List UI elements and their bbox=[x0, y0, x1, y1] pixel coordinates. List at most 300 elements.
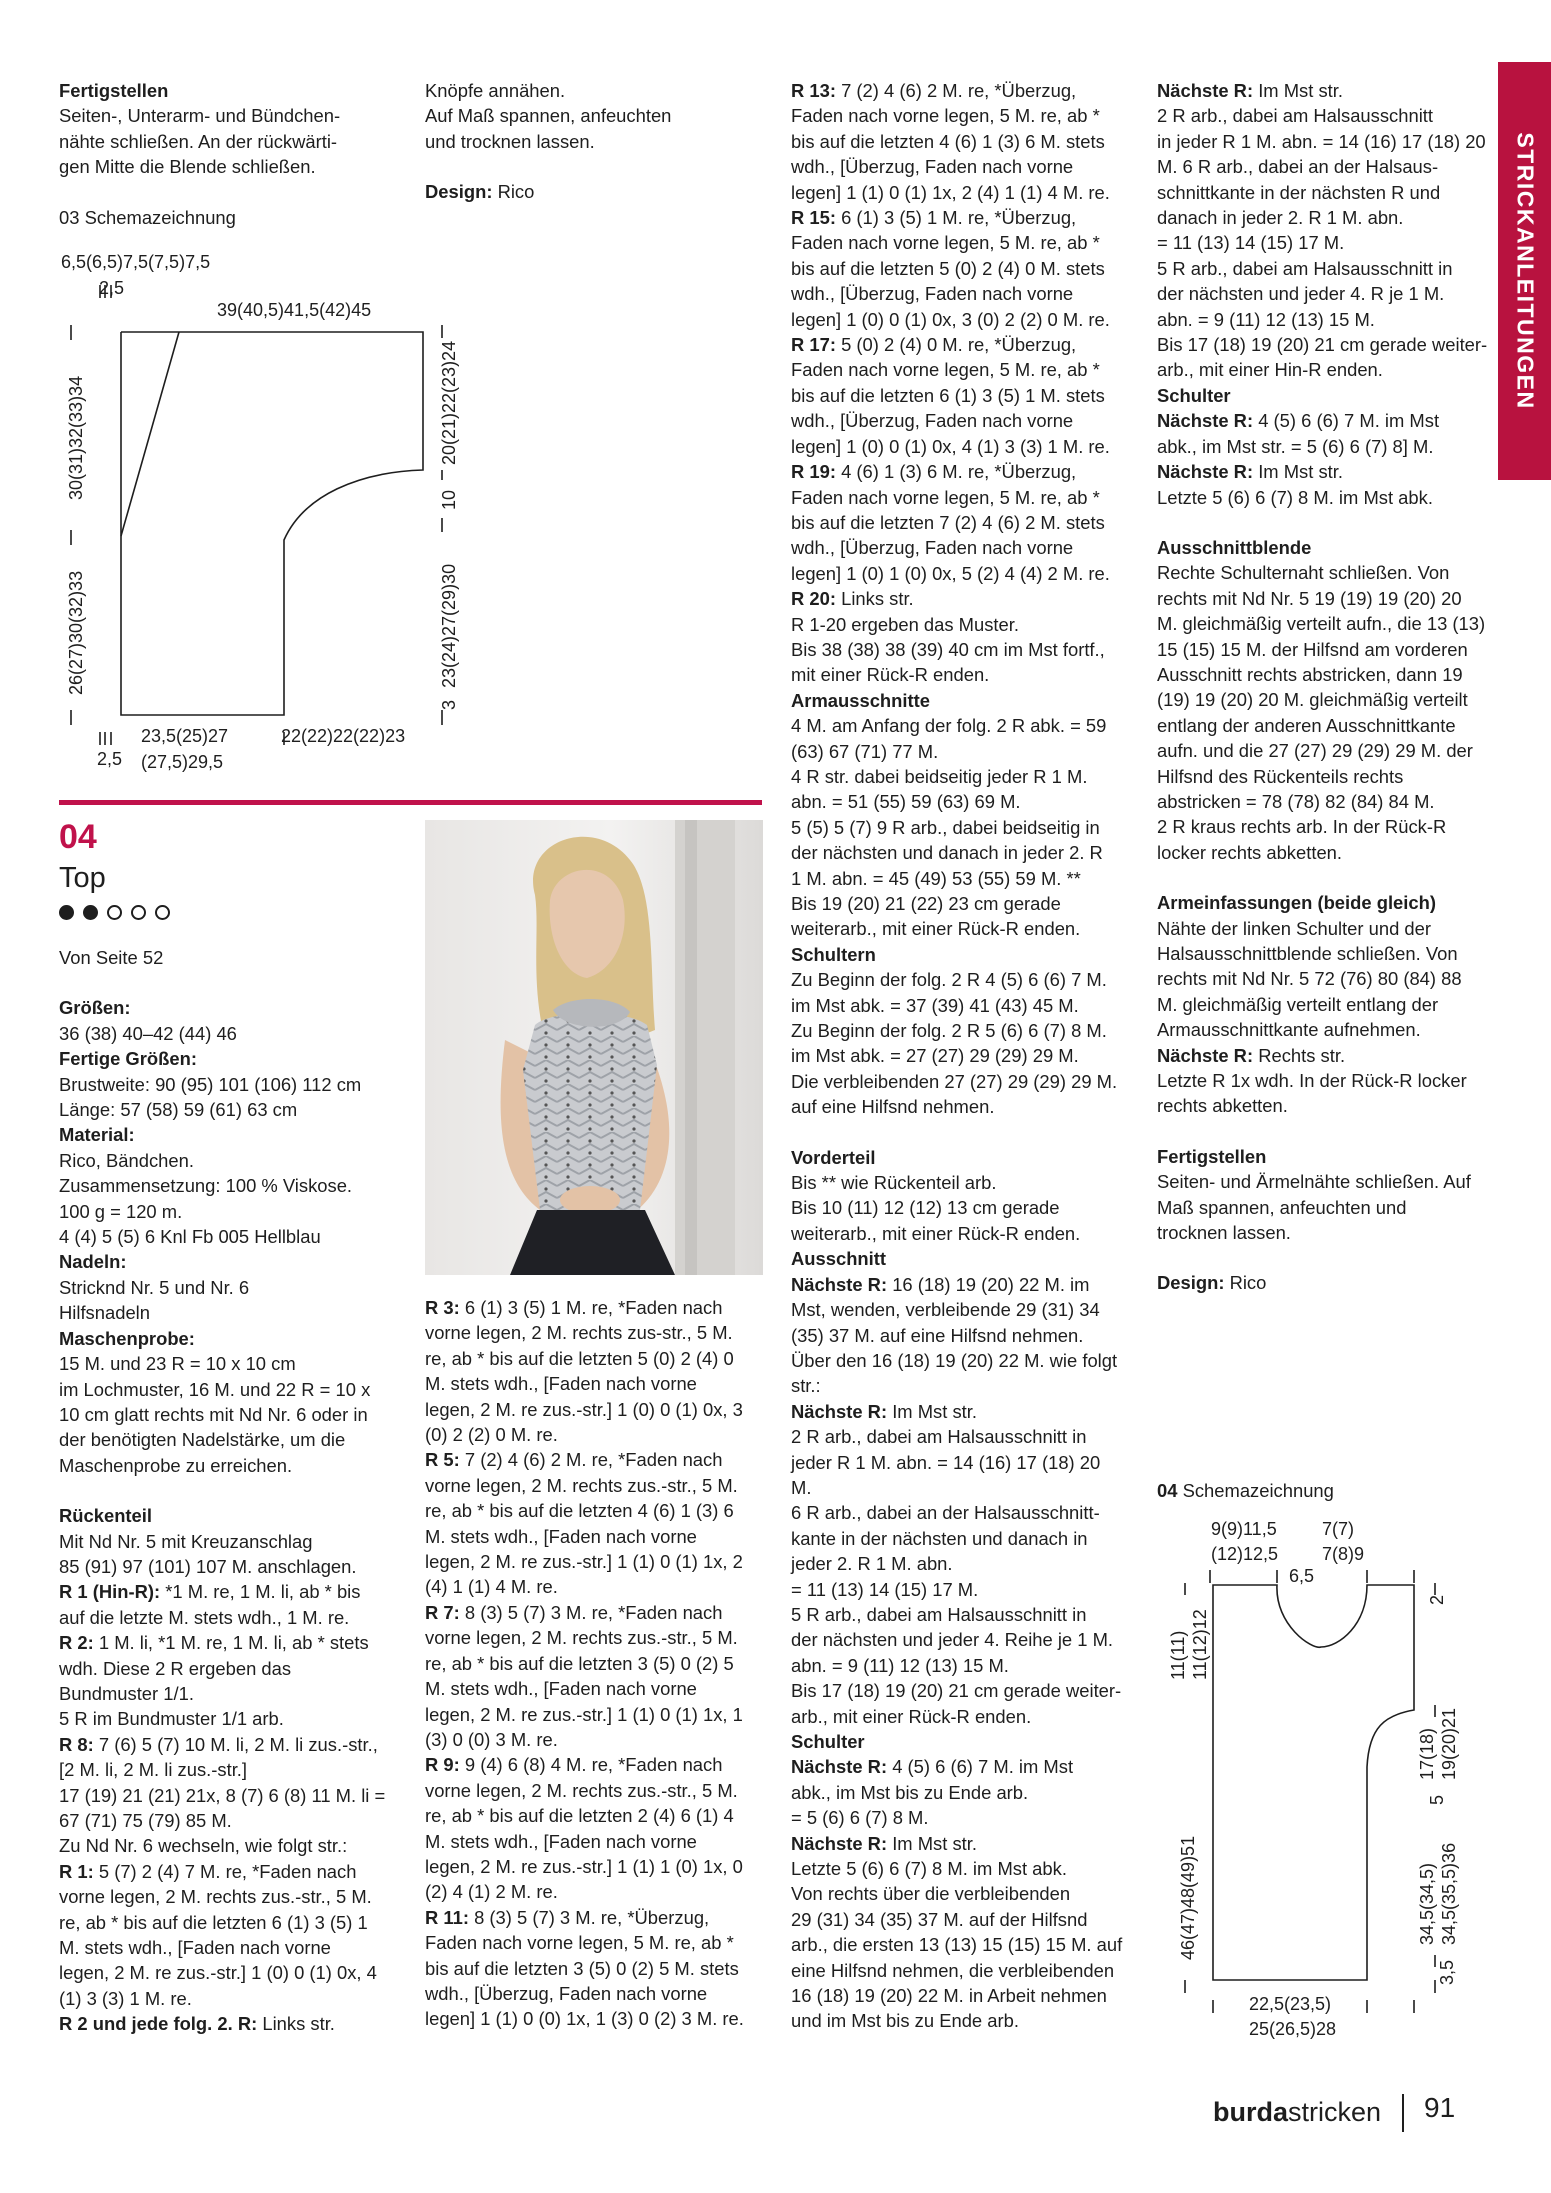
line-text: 4 (5) 6 (6) 7 M. im Mst bbox=[1253, 410, 1440, 432]
line-text: Stricknd Nr. 5 und Nr. 6 bbox=[59, 1276, 250, 1298]
paragraph-gap bbox=[1157, 865, 1502, 890]
line-text: Faden nach vorne legen, 5 M. re, ab * bbox=[425, 1932, 734, 1954]
schema-03-top-widths: 6,5(6,5)7,5(7,5)7,5 bbox=[61, 252, 211, 272]
line-text: Links str. bbox=[835, 588, 914, 610]
text-line bbox=[791, 586, 1151, 611]
text-line bbox=[791, 357, 1151, 382]
paragraph-gap bbox=[425, 154, 770, 179]
text-line bbox=[791, 662, 1151, 687]
text-line bbox=[425, 1397, 770, 1422]
text-line bbox=[791, 1780, 1151, 1805]
line-text: auf eine Hilfsnd nehmen. bbox=[791, 1096, 995, 1118]
line-text: 5 R im Bundmuster 1/1 arb. bbox=[59, 1708, 284, 1730]
bold-label: Nächste R: bbox=[791, 1756, 888, 1778]
line-text: danach in jeder 2. R 1 M. abn. bbox=[1157, 207, 1404, 229]
text-line bbox=[791, 612, 1151, 637]
text-line bbox=[791, 256, 1151, 281]
bold-label: Fertigstellen bbox=[1157, 1145, 1267, 1167]
bold-label: R 17: bbox=[791, 334, 836, 356]
magazine-brand: burdastricken bbox=[1213, 2097, 1382, 2127]
line-text: Bis 17 (18) 19 (20) 21 cm gerade weiter- bbox=[1157, 334, 1488, 356]
line-text: legen, 2 M. re zus.-str.] 1 (1) 1 (0) 1x, 0 bbox=[425, 1855, 743, 1877]
text-line bbox=[425, 1371, 770, 1396]
instructions-col1 bbox=[59, 995, 414, 2036]
bold-label: R 1 (Hin-R): bbox=[59, 1581, 161, 1603]
paragraph-gap bbox=[1157, 1119, 1502, 1144]
text-line bbox=[59, 1351, 414, 1376]
line-text: Links str. bbox=[257, 2013, 335, 2035]
text-line bbox=[791, 1069, 1151, 1094]
line-text: und trocknen lassen. bbox=[425, 130, 595, 152]
line-text: (2) 4 (1) 2 M. re. bbox=[425, 1881, 558, 1903]
bold-label: Nächste R: bbox=[1157, 410, 1254, 432]
line-text: entlang der anderen Ausschnittkante bbox=[1157, 714, 1456, 736]
line-text: (4) 1 (1) 4 M. re. bbox=[425, 1576, 558, 1598]
line-text: legen] 1 (0) 0 (1) 0x, 3 (0) 2 (2) 0 M. re. bbox=[791, 308, 1110, 330]
line-text: Im Mst str. bbox=[1253, 461, 1343, 483]
bold-label: R 11: bbox=[425, 1906, 469, 1928]
text-line bbox=[59, 1960, 414, 1985]
line-text: Letzte 5 (6) 6 (7) 8 M. im Mst abk. bbox=[1157, 486, 1433, 508]
text-line bbox=[425, 1956, 770, 1981]
text-line bbox=[791, 789, 1151, 814]
line-text: wdh., [Überzug, Faden nach vorne bbox=[791, 410, 1074, 432]
text-line bbox=[425, 129, 770, 154]
column-2-body bbox=[425, 1295, 770, 2032]
line-text: = 11 (13) 14 (15) 17 M. bbox=[791, 1578, 979, 1600]
line-text: vorne legen, 2 M. rechts zus.-str., 5 M. bbox=[425, 1474, 738, 1496]
line-text: str.: bbox=[791, 1375, 821, 1397]
text-line bbox=[1157, 434, 1502, 459]
text-line bbox=[791, 891, 1151, 916]
line-text: jeder 2. R 1 M. abn. bbox=[791, 1553, 953, 1575]
text-line bbox=[1157, 256, 1502, 281]
line-text: Faden nach vorne legen, 5 M. re, ab * bbox=[791, 359, 1100, 381]
sidebar-label: STRICKANLEITUNGEN bbox=[1512, 132, 1538, 410]
text-line bbox=[791, 154, 1151, 179]
line-text: vorne legen, 2 M. rechts zus-str., 5 M. bbox=[425, 1322, 733, 1344]
difficulty-dot-empty bbox=[107, 905, 122, 920]
line-text: kante in der nächsten und danach in bbox=[791, 1527, 1088, 1549]
text-line bbox=[791, 129, 1151, 154]
text-line bbox=[425, 2006, 770, 2031]
schema-03-left-upper: 30(31)32(33)34 bbox=[66, 375, 86, 500]
bold-label: Design: bbox=[425, 181, 493, 203]
text-line bbox=[1157, 637, 1502, 662]
schema-03-right-mid: 10 bbox=[439, 489, 459, 510]
text-line bbox=[791, 485, 1151, 510]
line-text: 6 R arb., dabei an der Halsausschnitt- bbox=[791, 1502, 1100, 1524]
bold-label: Material: bbox=[59, 1124, 135, 1146]
schema-03-right-lower: 23(24)27(29)30 bbox=[439, 563, 459, 688]
line-text: M. stets wdh., [Faden nach vorne bbox=[59, 1937, 331, 1959]
schema-04-right-top: 2 bbox=[1427, 1594, 1447, 1605]
bold-label: Nächste R: bbox=[791, 1400, 888, 1422]
line-text: Bundmuster 1/1. bbox=[59, 1682, 194, 1704]
line-text: re, ab * bis auf die letzten 5 (0) 2 (4) 0 bbox=[425, 1347, 734, 1369]
text-line bbox=[1157, 941, 1502, 966]
pattern-number: 04 bbox=[59, 818, 97, 856]
text-line bbox=[791, 916, 1151, 941]
line-text: Maß spannen, anfeuchten und bbox=[1157, 1196, 1407, 1218]
bold-label: Fertige Größen: bbox=[59, 1048, 197, 1070]
line-text: legen, 2 M. re zus.-str.] 1 (1) 0 (1) 1x, 1 bbox=[425, 1703, 743, 1725]
text-line bbox=[1157, 611, 1502, 636]
line-text: jeder R 1 M. abn. = 14 (16) 17 (18) 20 bbox=[791, 1451, 1101, 1473]
line-text: 5 R arb., dabei am Halsausschnitt in bbox=[1157, 257, 1453, 279]
schema-04-top-left-1: 9(9)11,5 bbox=[1211, 1519, 1277, 1539]
line-text: abk., im Mst str. = 5 (6) 6 (7) 8] M. bbox=[1157, 435, 1434, 457]
bold-label: R 1: bbox=[59, 1860, 94, 1882]
text-line bbox=[425, 1447, 770, 1472]
text-line bbox=[1157, 1144, 1502, 1169]
bold-label: Schulter bbox=[791, 1731, 865, 1752]
schema-04-top-mid: 6,5 bbox=[1289, 1566, 1315, 1586]
line-text: der benötigten Nadelstärke, um die bbox=[59, 1429, 346, 1451]
text-line bbox=[1157, 485, 1502, 510]
text-line bbox=[791, 739, 1151, 764]
line-text: Bis 17 (18) 19 (20) 21 cm gerade weiter- bbox=[791, 1680, 1122, 1702]
text-line bbox=[425, 1295, 770, 1320]
text-line bbox=[791, 1297, 1151, 1322]
line-text: Mit Nd Nr. 5 mit Kreuzanschlag bbox=[59, 1530, 313, 1552]
line-text: der nächsten und danach in jeder 2. R bbox=[791, 842, 1103, 864]
text-line bbox=[791, 840, 1151, 865]
text-line bbox=[1157, 78, 1502, 103]
schema-03-right-upper: 20(21)22(23)24 bbox=[439, 340, 459, 465]
line-text: bis auf die letzten 6 (1) 3 (5) 1 M. stets bbox=[791, 384, 1105, 406]
text-line bbox=[791, 815, 1151, 840]
text-line bbox=[425, 1905, 770, 1930]
difficulty-dot-filled bbox=[59, 905, 74, 920]
text-line bbox=[791, 1195, 1151, 1220]
text-line bbox=[1157, 764, 1502, 789]
section-sidebar-tab bbox=[1498, 62, 1551, 480]
text-line bbox=[59, 1249, 414, 1274]
text-line bbox=[59, 1706, 414, 1731]
line-text: (35) 37 M. auf eine Hilfsnd nehmen. bbox=[791, 1324, 1084, 1346]
schema-03-left-margin: 2,5 bbox=[99, 278, 125, 298]
text-line bbox=[59, 1072, 414, 1097]
schema-04-left-top-b: 11(12)12 bbox=[1190, 1609, 1210, 1680]
line-text: Länge: 57 (58) 59 (61) 63 cm bbox=[59, 1099, 298, 1121]
line-text: Faden nach vorne legen, 5 M. re, ab * bbox=[791, 486, 1100, 508]
line-text: 2 R kraus rechts arb. In der Rück-R bbox=[1157, 816, 1447, 838]
line-text: 5 (5) 5 (7) 9 R arb., dabei beidseitig in bbox=[791, 816, 1100, 838]
text-line bbox=[791, 1627, 1151, 1652]
bold-label: Schultern bbox=[791, 943, 876, 965]
text-line bbox=[59, 1148, 414, 1173]
text-line bbox=[59, 1910, 414, 1935]
text-line bbox=[59, 1529, 414, 1554]
text-line bbox=[791, 1831, 1151, 1856]
text-line bbox=[425, 1549, 770, 1574]
instructions-col2 bbox=[425, 1295, 770, 2032]
line-text: 6 (1) 3 (5) 1 M. re, *Überzug, bbox=[835, 207, 1077, 229]
text-line bbox=[425, 1346, 770, 1371]
text-line bbox=[59, 1884, 414, 1909]
text-line bbox=[791, 1856, 1151, 1881]
line-text: M. stets wdh., [Faden nach vorne bbox=[425, 1373, 697, 1395]
text-line bbox=[791, 1805, 1151, 1830]
text-line bbox=[59, 1630, 414, 1655]
text-line bbox=[1157, 1093, 1502, 1118]
text-line bbox=[1157, 281, 1502, 306]
line-text: Bis 38 (38) 38 (39) 40 cm im Mst fortf., bbox=[791, 638, 1105, 660]
text-line bbox=[1157, 586, 1502, 611]
text-line bbox=[59, 1122, 414, 1147]
column-3 bbox=[791, 78, 1151, 2034]
line-text: eine Hilfsnd nehmen, die verbleibenden bbox=[791, 1959, 1115, 1981]
text-line bbox=[1157, 1195, 1502, 1220]
line-text: 17 (19) 21 (21) 21x, 8 (7) 6 (8) 11 M. li = bbox=[59, 1784, 386, 1806]
text-line bbox=[59, 1224, 414, 1249]
line-text: Seiten- und Ärmelnähte schließen. Auf bbox=[1157, 1171, 1471, 1193]
line-text: R 1-20 ergeben das Muster. bbox=[791, 613, 1019, 635]
line-text: 15 (15) 15 M. der Hilfsnd am vorderen bbox=[1157, 638, 1468, 660]
bold-label: Größen: bbox=[59, 997, 131, 1019]
line-text: 2 R arb., dabei am Halsausschnitt in bbox=[791, 1426, 1087, 1448]
paragraph-gap bbox=[1157, 510, 1502, 535]
line-text: Die verbleibenden 27 (27) 29 (29) 29 M. bbox=[791, 1070, 1118, 1092]
text-line bbox=[59, 1300, 414, 1325]
text-line bbox=[791, 1170, 1151, 1195]
schema-04-right-arm-b: 19(20)21 bbox=[1439, 1707, 1459, 1780]
text-line bbox=[791, 1373, 1151, 1398]
text-line bbox=[59, 2011, 414, 2036]
text-line bbox=[1157, 459, 1502, 484]
line-text: Nähte der linken Schulter und der bbox=[1157, 917, 1431, 939]
line-text: arb., die ersten 13 (13) 15 (15) 15 M. auf bbox=[791, 1934, 1123, 1956]
text-line bbox=[59, 1935, 414, 1960]
line-text: Zusammensetzung: 100 % Viskose. bbox=[59, 1175, 353, 1197]
column-2-top-text bbox=[425, 78, 770, 205]
instructions-col4 bbox=[1157, 78, 1502, 1296]
line-text: 16 (18) 19 (20) 22 M. in Arbeit nehmen bbox=[791, 1985, 1107, 2007]
schema-04-left-top-a: 11(11) bbox=[1168, 1630, 1188, 1680]
text-line bbox=[59, 1503, 414, 1528]
text-line bbox=[425, 1803, 770, 1828]
schema-04-right-bottom: 3,5 bbox=[1437, 1959, 1457, 1985]
line-text: 4 (4) 5 (5) 6 Knl Fb 005 Hellblau bbox=[59, 1226, 321, 1248]
line-text: re, ab * bis auf die letzten 4 (6) 1 (3) 6 bbox=[425, 1500, 734, 1522]
text-line bbox=[1157, 560, 1502, 585]
line-text: gen Mitte die Blende schließen. bbox=[59, 156, 316, 178]
text-line bbox=[425, 1651, 770, 1676]
line-text: Rechts str. bbox=[1253, 1044, 1346, 1066]
line-text: der nächsten und jeder 4. R je 1 M. bbox=[1157, 283, 1445, 305]
schema-04-left-body: 46(47)48(49)51 bbox=[1178, 1835, 1198, 1960]
text-line bbox=[791, 1399, 1151, 1424]
line-text: 10 cm glatt rechts mit Nd Nr. 6 oder in bbox=[59, 1403, 368, 1425]
text-line bbox=[1157, 1043, 1502, 1068]
text-line bbox=[791, 1043, 1151, 1068]
bold-label: Nächste R: bbox=[1157, 461, 1254, 483]
line-text: bis auf die letzten 7 (2) 4 (6) 2 M. stets bbox=[791, 511, 1105, 533]
bold-label: Maschenprobe: bbox=[59, 1327, 195, 1349]
line-text: Rico bbox=[1224, 1272, 1267, 1294]
line-text: der nächsten und jeder 4. Reihe je 1 M. bbox=[791, 1629, 1114, 1651]
text-line bbox=[59, 995, 414, 1020]
line-text: (3) 0 (0) 3 M. re. bbox=[425, 1728, 558, 1750]
schema-03-top-right: 39(40,5)41,5(42)45 bbox=[217, 300, 372, 320]
text-line bbox=[791, 307, 1151, 332]
line-text: wdh., [Überzug, Faden nach vorne bbox=[791, 283, 1074, 305]
line-text: Faden nach vorne legen, 5 M. re, ab * bbox=[791, 105, 1100, 127]
line-text: Im Mst str. bbox=[887, 1400, 977, 1422]
bold-label: Nächste R: bbox=[1157, 80, 1254, 101]
text-line bbox=[1157, 307, 1502, 332]
line-text: im Lochmuster, 16 M. und 22 R = 10 x bbox=[59, 1378, 371, 1400]
text-line bbox=[791, 764, 1151, 789]
line-text: Mst, wenden, verbleibende 29 (31) 34 bbox=[791, 1299, 1100, 1321]
bold-label: R 13: bbox=[791, 80, 836, 101]
line-text: Bis 10 (11) 12 (12) 13 cm gerade bbox=[791, 1197, 1060, 1219]
text-line bbox=[425, 1422, 770, 1447]
line-text: M. stets wdh., [Faden nach vorne bbox=[425, 1830, 697, 1852]
text-line bbox=[791, 1907, 1151, 1932]
bold-label: Fertigstellen bbox=[59, 80, 169, 101]
line-text: weiterarb., mit einer Rück-R enden. bbox=[791, 918, 1081, 940]
bold-label: Rückenteil bbox=[59, 1505, 153, 1527]
schema-03-outline bbox=[121, 320, 177, 715]
text-line bbox=[1157, 357, 1502, 382]
line-text: 8 (3) 5 (7) 3 M. re, *Faden nach bbox=[459, 1601, 723, 1623]
text-line bbox=[791, 103, 1151, 128]
line-text: Armausschnittkante aufnehmen. bbox=[1157, 1019, 1421, 1041]
line-text: im Mst abk. = 27 (27) 29 (29) 29 M. bbox=[791, 1045, 1079, 1067]
line-text: 1 M. li, *1 M. re, 1 M. li, ab * stets bbox=[93, 1632, 369, 1654]
text-line bbox=[791, 281, 1151, 306]
line-text: arb., mit einer Rück-R enden. bbox=[791, 1705, 1032, 1727]
line-text: Rico bbox=[492, 181, 535, 203]
line-text: M. gleichmäßig verteilt entlang der bbox=[1157, 993, 1439, 1015]
schema-03-bottom-right: 22(22)22(22)23 bbox=[281, 726, 406, 746]
text-line bbox=[1157, 103, 1502, 128]
text-line bbox=[425, 1702, 770, 1727]
line-text: M. gleichmäßig verteilt aufn., die 13 (13) bbox=[1157, 613, 1486, 635]
text-line bbox=[791, 1094, 1151, 1119]
line-text: 67 (71) 75 (79) 85 M. bbox=[59, 1810, 232, 1831]
text-line bbox=[791, 1577, 1151, 1602]
text-line bbox=[791, 535, 1151, 560]
text-line bbox=[59, 1021, 414, 1046]
text-line bbox=[791, 1602, 1151, 1627]
line-text: vorne legen, 2 M. rechts zus.-str., 5 M. bbox=[59, 1886, 372, 1908]
line-text: Maschenprobe zu erreichen. bbox=[59, 1454, 293, 1476]
text-line bbox=[791, 1424, 1151, 1449]
schema-04-right-low-a: 34,5(34,5) bbox=[1417, 1862, 1437, 1945]
text-line bbox=[1157, 966, 1502, 991]
line-text: = 11 (13) 14 (15) 17 M. bbox=[1157, 232, 1345, 254]
text-line bbox=[1157, 1068, 1502, 1093]
line-text: 6 (1) 3 (5) 1 M. re, *Faden nach bbox=[459, 1297, 723, 1318]
line-text: 29 (31) 34 (35) 37 M. auf der Hilfsnd bbox=[791, 1908, 1088, 1930]
schema-03-bottom-mid-1: 23,5(25)27 bbox=[141, 726, 229, 746]
line-text: Bis ** wie Rückenteil arb. bbox=[791, 1172, 997, 1194]
text-line bbox=[791, 561, 1151, 586]
line-text: 2 R arb., dabei am Halsausschnitt bbox=[1157, 105, 1433, 127]
text-line bbox=[791, 434, 1151, 459]
bold-label: Armeinfassungen (beide gleich) bbox=[1157, 892, 1436, 914]
text-line bbox=[791, 1526, 1151, 1551]
line-text: mit einer Rück-R enden. bbox=[791, 664, 990, 686]
text-line bbox=[59, 1681, 414, 1706]
paragraph-gap bbox=[1157, 1245, 1502, 1270]
text-line bbox=[425, 1829, 770, 1854]
text-line bbox=[59, 1605, 414, 1630]
line-text: 7 (6) 5 (7) 10 M. li, 2 M. li zus.-str., bbox=[93, 1733, 378, 1755]
text-line bbox=[59, 78, 414, 103]
line-text: vorne legen, 2 M. rechts zus.-str., 5 M. bbox=[425, 1779, 738, 1801]
line-text: legen] 1 (1) 0 (0) 1x, 1 (3) 0 (2) 3 M. re. bbox=[425, 2008, 744, 2030]
model-photo-image bbox=[425, 820, 763, 1275]
text-line bbox=[59, 1986, 414, 2011]
line-text: bis auf die letzten 4 (6) 1 (3) 6 M. stets bbox=[791, 130, 1105, 152]
text-line bbox=[59, 1757, 414, 1782]
text-line bbox=[791, 713, 1151, 738]
line-text: Seiten-, Unterarm- und Bündchen- bbox=[59, 105, 341, 127]
line-text: *1 M. re, 1 M. li, ab * bis bbox=[160, 1581, 361, 1603]
line-text: Faden nach vorne legen, 5 M. re, ab * bbox=[791, 232, 1100, 254]
schema-03-bottom-left-small: 2,5 bbox=[97, 749, 123, 769]
line-text: Rechte Schulternaht schließen. Von bbox=[1157, 562, 1450, 584]
line-text: Letzte 5 (6) 6 (7) 8 M. im Mst abk. bbox=[791, 1858, 1067, 1880]
line-text: (19) 19 (20) 20 M. gleichmäßig verteilt bbox=[1157, 689, 1468, 711]
line-text: Im Mst str. bbox=[1253, 80, 1343, 101]
schema-03-right-bottom: 3 bbox=[439, 699, 459, 710]
bold-label: R 20: bbox=[791, 588, 836, 610]
line-text: 7 (2) 4 (6) 2 M. re, *Überzug, bbox=[835, 80, 1077, 101]
text-line bbox=[59, 1579, 414, 1604]
text-line bbox=[1157, 916, 1502, 941]
text-line bbox=[791, 1221, 1151, 1246]
line-text: schnittkante in der nächsten R und bbox=[1157, 181, 1441, 203]
text-line bbox=[59, 154, 414, 179]
schema-03-left-lower: 26(27)30(32)33 bbox=[66, 570, 86, 695]
line-text: im Mst abk. = 37 (39) 41 (43) 45 M. bbox=[791, 994, 1079, 1016]
text-line bbox=[791, 1958, 1151, 1983]
text-line bbox=[59, 1453, 414, 1478]
line-text: 7 (2) 4 (6) 2 M. re, *Faden nach bbox=[459, 1449, 723, 1471]
line-text: 8 (3) 5 (7) 3 M. re, *Überzug, bbox=[468, 1906, 710, 1928]
line-text: weiterarb., mit einer Rück-R enden. bbox=[791, 1222, 1081, 1244]
line-text: abk., im Mst bis zu Ende arb. bbox=[791, 1781, 1029, 1803]
text-line bbox=[1157, 789, 1502, 814]
schema-04-top-left-2: (12)12,5 bbox=[1211, 1544, 1279, 1564]
schema-04-right-low-b: 34,5(35,5)36 bbox=[1439, 1842, 1459, 1945]
text-line bbox=[59, 1326, 414, 1351]
line-text: 36 (38) 40–42 (44) 46 bbox=[59, 1022, 237, 1044]
line-text: abn. = 9 (11) 12 (13) 15 M. bbox=[791, 1654, 1009, 1676]
bold-label: Ausschnitt bbox=[791, 1248, 887, 1270]
text-line bbox=[791, 78, 1151, 103]
text-line bbox=[791, 1932, 1151, 1957]
text-line bbox=[1157, 230, 1502, 255]
line-text: 15 M. und 23 R = 10 x 10 cm bbox=[59, 1353, 296, 1375]
line-text: 4 (5) 6 (6) 7 M. im Mst bbox=[887, 1756, 1074, 1778]
line-text: Über den 16 (18) 19 (20) 22 M. wie folgt bbox=[791, 1349, 1118, 1371]
line-text: re, ab * bis auf die letzten 3 (5) 0 (2) 5 bbox=[425, 1652, 734, 1674]
line-text: Brustweite: 90 (95) 101 (106) 112 cm bbox=[59, 1073, 362, 1095]
line-text: 9 (4) 6 (8) 4 M. re, *Faden nach bbox=[459, 1754, 723, 1776]
line-text: 85 (91) 97 (101) 107 M. anschlagen. bbox=[59, 1555, 357, 1577]
column-1 bbox=[59, 78, 414, 230]
from-page-ref: Von Seite 52 bbox=[59, 947, 164, 968]
line-text: trocknen lassen. bbox=[1157, 1222, 1291, 1244]
line-text: legen] 1 (0) 0 (1) 0x, 4 (1) 3 (3) 1 M. re. bbox=[791, 435, 1110, 457]
text-line bbox=[1157, 1169, 1502, 1194]
